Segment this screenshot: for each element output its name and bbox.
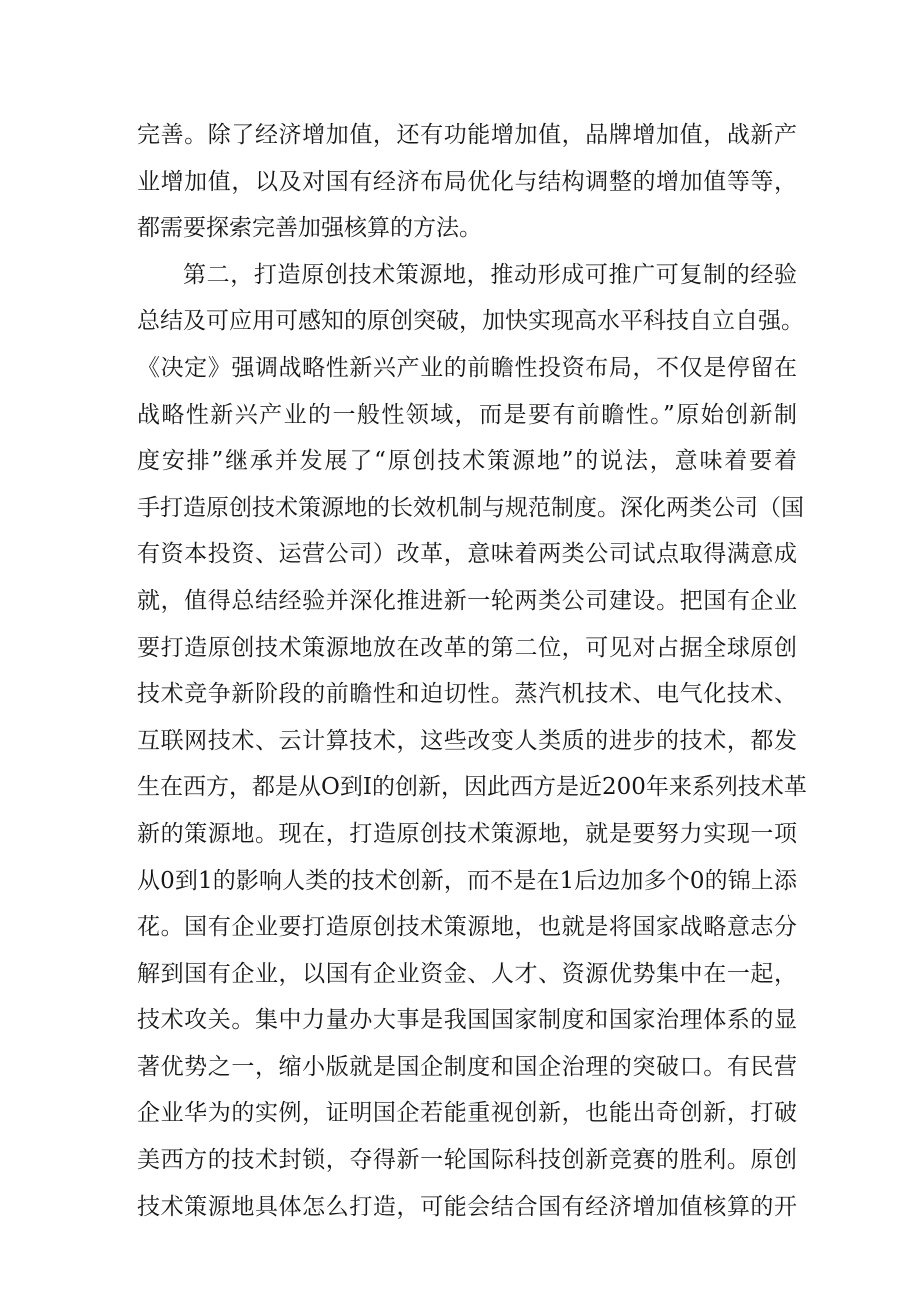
text-line: 完善。除了经济增加值，还有功能增加值，品牌增加值，战新产	[137, 122, 797, 148]
text-line: 都需要探索完善加强核算的方法。	[137, 215, 482, 242]
text-line: 业增加值，以及对国有经济布局优化与结构调整的增加值等等，	[137, 168, 797, 195]
text-line: 技术攻关。集中力量办大事是我国国家制度和国家治理体系的显	[137, 1007, 797, 1034]
text-line: 手打造原创技术策源地的长效机制与规范制度。深化两类公司（国	[137, 494, 804, 521]
text-line: 度安排”继承并发展了“原创技术策源地”的说法，意味着要着	[137, 448, 797, 475]
text-line: 就，值得总结经验并深化推进新一轮两类公司建设。把国有企业	[137, 587, 797, 614]
text-line: 花。国有企业要打造原创技术策源地，也就是将国家战略意志分	[137, 914, 797, 941]
text-line: 技术竞争新阶段的前瞻性和迫切性。蒸汽机技术、电气化技术、	[137, 681, 797, 708]
text-line: 有资本投资、运营公司）改革，意味着两类公司试点取得满意成	[137, 541, 797, 568]
text-line: 《决定》强调战略性新兴产业的前瞻性投资布局，不仅是停留在	[137, 354, 797, 381]
text-line: 要打造原创技术策源地放在改革的第二位，可见对占据全球原创	[137, 634, 797, 661]
text-line: 解到国有企业，以国有企业资金、人才、资源优势集中在一起，	[137, 960, 797, 987]
text-line: 从0到1的影响人类的技术创新，而不是在1后边加多个0的锦上添	[137, 867, 797, 894]
text-line: 美西方的技术封锁，夺得新一轮国际科技创新竞赛的胜利。原创	[137, 1147, 797, 1174]
text-line: 新的策源地。现在，打造原创技术策源地，就是要努力实现一项	[137, 820, 797, 847]
text-line: 生在西方，都是从O到I的创新，因此西方是近200年来系列技术革	[137, 774, 807, 801]
text-line: 战略性新兴产业的一般性领域，而是要有前瞻性。”原始创新制	[137, 401, 797, 428]
text-line: 总结及可应用可感知的原创突破，加快实现高水平科技自立自强。	[137, 308, 804, 335]
body-text	[137, 112, 807, 1230]
text-line: 企业华为的实例，证明国企若能重视创新，也能出奇创新，打破	[137, 1100, 797, 1127]
paragraph-first-line: 第二，打造原创技术策源地，推动形成可推广可复制的经验	[183, 261, 797, 288]
text-line: 互联网技术、云计算技术，这些改变人类质的进步的技术，都发	[137, 727, 797, 754]
text-line: 技术策源地具体怎么打造，可能会结合国有经济增加值核算的开	[137, 1193, 797, 1220]
text-line: 著优势之一，缩小版就是国企制度和国企治理的突破口。有民营	[137, 1053, 797, 1080]
